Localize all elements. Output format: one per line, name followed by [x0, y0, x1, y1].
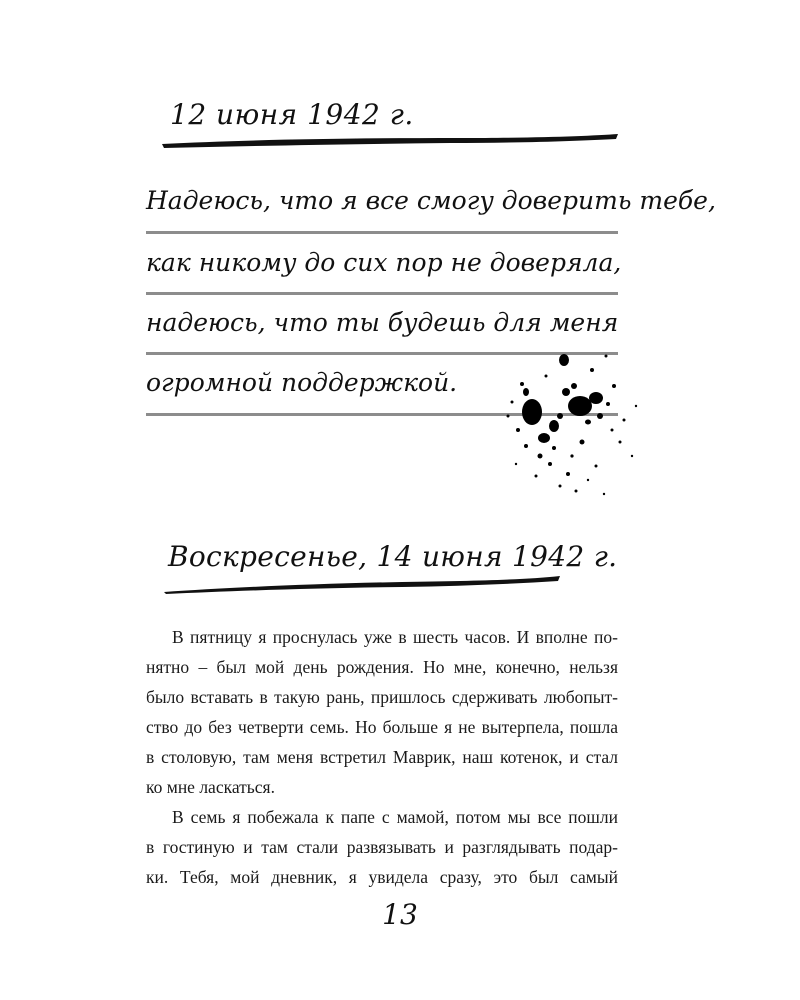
text-line: В пятницу я проснулась уже в шесть часов. И вполне по-	[172, 627, 618, 647]
text-line: В семь я побежала к папе с мамой, потом мы все пошли	[172, 807, 618, 827]
ruled-line	[146, 231, 618, 234]
page-number: 13	[382, 898, 418, 931]
text-line: ки. Тебя, мой дневник, я увидела сразу, это был самый	[146, 867, 618, 887]
text-line: ко мне ласкаться.	[146, 777, 275, 797]
ink-splatter	[496, 346, 646, 506]
entry-date-heading: 12 июня 1942 г.	[170, 98, 414, 131]
text-line: было вставать в такую рань, пришлось сдерживать любопыт-	[146, 687, 618, 707]
text-line: в гостиную и там стали развязывать и разглядывать подар-	[146, 837, 618, 857]
entry-date-heading: Воскресенье, 14 июня 1942 г.	[168, 540, 618, 573]
handwritten-line: огромной поддержкой.	[146, 368, 458, 397]
text-line: в столовую, там меня встретил Маврик, наш котенок, и стал	[146, 747, 618, 767]
diary-entry-text	[146, 622, 618, 892]
ruled-line	[146, 292, 618, 295]
text-line: нятно – был мой день рождения. Но мне, конечно, нельзя	[146, 657, 618, 677]
text-line: ство до без четверти семь. Но больше я не вытерпела, пошла	[146, 717, 618, 737]
handwritten-line: Надеюсь, что я все смогу доверить тебе,	[146, 186, 716, 215]
handwritten-line: как никому до сих пор не доверяла,	[146, 248, 622, 277]
brush-stroke-underline	[160, 130, 620, 150]
handwritten-line: надеюсь, что ты будешь для меня	[146, 308, 619, 337]
brush-stroke-underline	[162, 574, 562, 594]
